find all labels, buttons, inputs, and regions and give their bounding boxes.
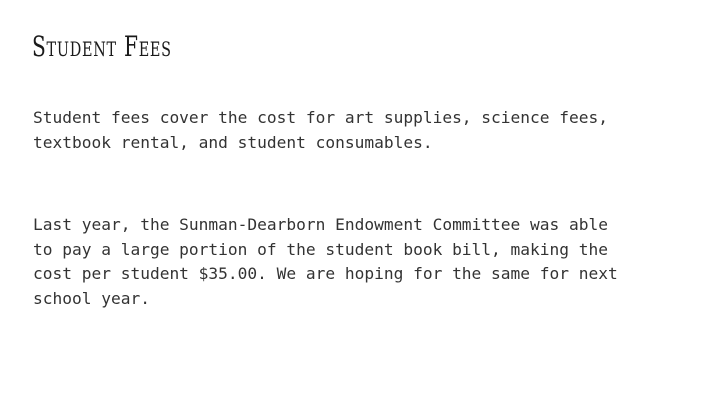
slide-body xyxy=(33,106,693,311)
slide-title: Student Fees xyxy=(32,30,172,63)
paragraph-endowment: Last year, the Sunman-Dearborn Endowment Committee was able to pay a large portion of the student book bill, making the cost per student $35.00. We are hoping for the same for next school year. xyxy=(33,215,618,308)
paragraph-student-fees: Student fees cover the cost for art supplies, science fees, textbook rental, and student consumables. xyxy=(33,108,608,152)
